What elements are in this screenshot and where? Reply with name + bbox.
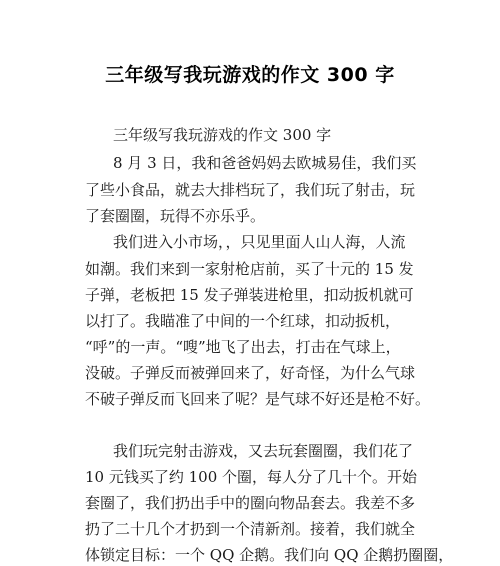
paragraph-line: 不破子弹反而飞回来了呢？是气球不好还是枪不好。: [85, 390, 431, 408]
paragraph-line: 我们进入小市场，，只见里面人山人海，人流: [113, 233, 406, 251]
paragraph-line: 套圈了，我们扔出手中的圈向物品套去。我差不多: [85, 494, 416, 512]
paragraph-line: 子弹，老板把 15 发子弹装进枪里，扣动扳机就可: [85, 286, 414, 304]
paragraph-line-subtitle: 三年级写我玩游戏的作文 300 字: [113, 126, 332, 144]
paragraph-line: 以打了。我瞄准了中间的一个红球，扣动扳机，: [85, 312, 401, 330]
paragraph-line: 10 元钱买了约 100 个圈，每人分了几十个。开始: [85, 468, 418, 486]
paragraph-line: 扔了二十几个才扔到一个清新剂。接着，我们就全: [85, 520, 416, 538]
paragraph-line: 如潮。我们来到一家射枪店前，买了十元的 15 发: [85, 260, 414, 278]
paragraph-line: 8 月 3 日，我和爸爸妈妈去欧城易佳，我们买: [113, 154, 417, 172]
paragraph-line: 体锁定目标：一个 QQ 企鹅。我们向 QQ 企鹅扔圈圈，: [85, 546, 454, 564]
paragraph-line: 了套圈圈，玩得不亦乐乎。: [85, 207, 266, 225]
paragraph-line: 了些小食品，就去大排档玩了，我们玩了射击，玩: [85, 181, 416, 199]
paragraph-line: “呼”的一声。“嗖”地飞了出去，打击在气球上，: [85, 338, 401, 356]
paragraph-line: 我们玩完射击游戏，又去玩套圈圈，我们花了: [113, 442, 414, 460]
paragraph-line: 没破。子弹反而被弹回来了，好奇怪，为什么气球: [85, 364, 416, 382]
document-title: 三年级写我玩游戏的作文 300 字: [105, 64, 395, 86]
